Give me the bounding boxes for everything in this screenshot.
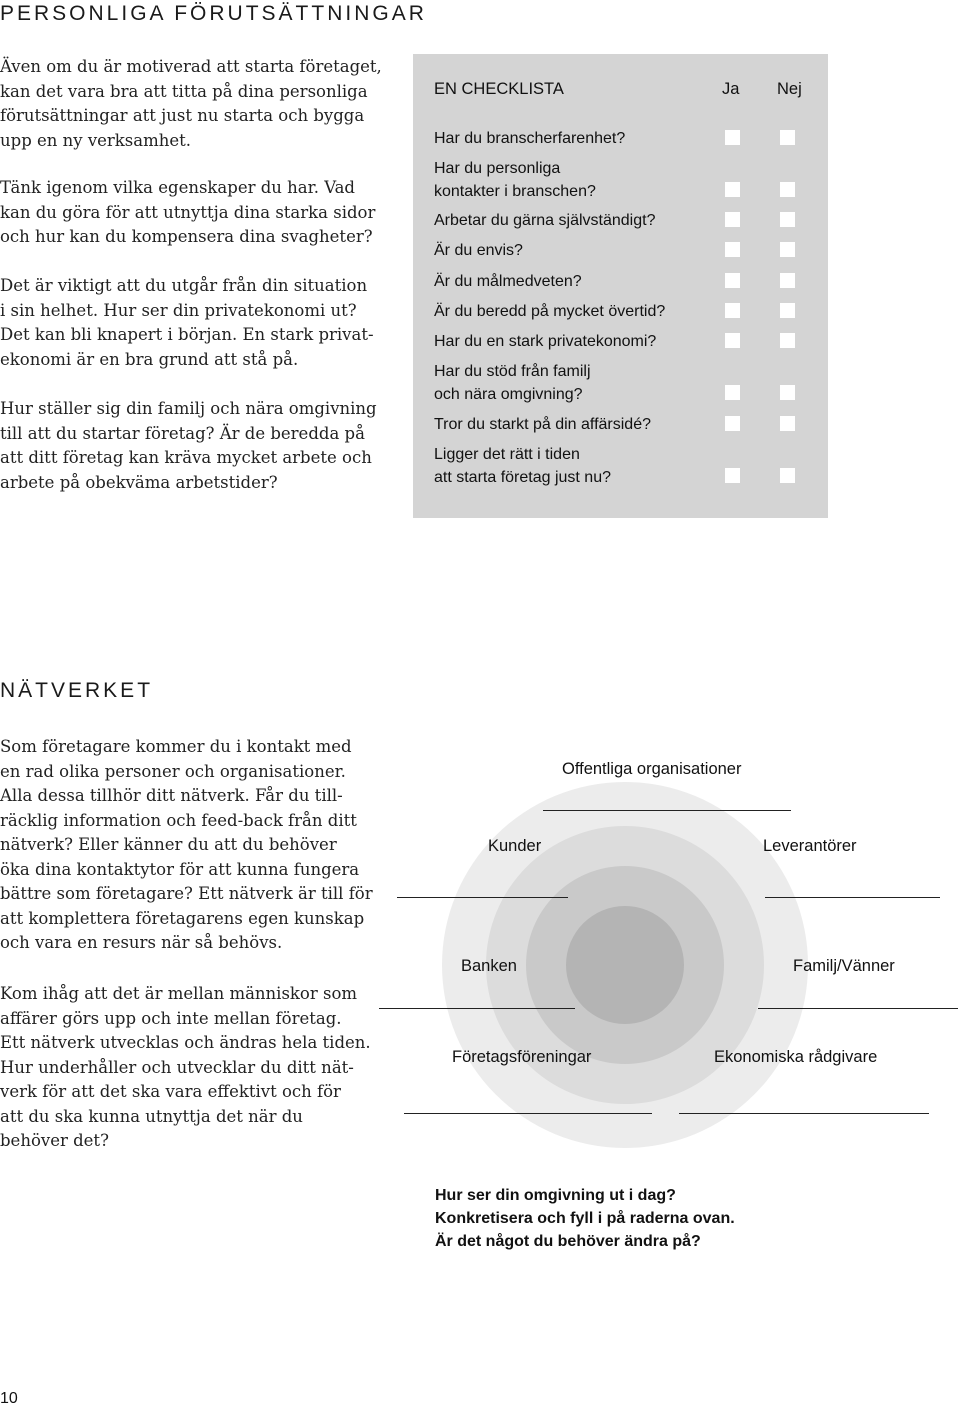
section-heading-personal: PERSONLIGA FÖRUTSÄTTNINGAR xyxy=(0,2,427,25)
no-checkbox[interactable] xyxy=(780,182,795,197)
yes-checkbox[interactable] xyxy=(725,130,740,145)
fill-line-business-associations[interactable] xyxy=(404,1113,652,1114)
label-financial-advisors: Ekonomiska rådgivare xyxy=(714,1048,878,1066)
no-checkbox[interactable] xyxy=(780,416,795,431)
yes-checkbox[interactable] xyxy=(725,242,740,257)
fill-line-bank[interactable] xyxy=(379,1008,575,1009)
label-suppliers: Leverantörer xyxy=(763,837,857,855)
label-bank: Banken xyxy=(461,957,517,975)
checklist-question: Är du envis? xyxy=(434,242,523,259)
fill-line-customers[interactable] xyxy=(397,897,568,898)
checklist-question: Har du stöd från familj och nära omgivning? xyxy=(434,363,591,403)
yes-checkbox[interactable] xyxy=(725,182,740,197)
no-checkbox[interactable] xyxy=(780,212,795,227)
checklist-question: Är du beredd på mycket övertid? xyxy=(434,303,666,320)
label-public-organizations: Offentliga organisationer xyxy=(562,760,742,778)
fill-line-public-organizations[interactable] xyxy=(543,810,791,811)
checklist-panel xyxy=(413,54,828,518)
paragraph-qualities: Tänk igenom vilka egenskaper du har. Vad kan du göra för att utnyttja dina starka sidor och hur kan du kompensera dina svagheter? xyxy=(0,178,376,246)
yes-checkbox[interactable] xyxy=(725,303,740,318)
label-family-friends: Familj/Vänner xyxy=(793,957,895,975)
section-heading-network: NÄTVERKET xyxy=(0,679,154,702)
yes-checkbox[interactable] xyxy=(725,416,740,431)
network-ring-inner xyxy=(566,906,684,1024)
label-business-associations: Företagsföreningar xyxy=(452,1048,592,1066)
fill-line-financial-advisors[interactable] xyxy=(679,1113,929,1114)
yes-checkbox[interactable] xyxy=(725,212,740,227)
checklist-question: Har du branscherfarenhet? xyxy=(434,130,626,147)
paragraph-family: Hur ställer sig din familj och nära omgivning till att du startar företag? Är de beredda på att ditt företag kan kräva mycket arbete och arbete på obekväma arbetstider? xyxy=(0,399,377,492)
fill-line-suppliers[interactable] xyxy=(765,897,940,898)
no-checkbox[interactable] xyxy=(780,333,795,348)
no-checkbox[interactable] xyxy=(780,273,795,288)
paragraph-intro: Även om du är motiverad att starta företaget, kan det vara bra att titta på dina personliga förutsättningar att just nu starta och bygga upp en ny verksamhet. xyxy=(0,57,382,150)
checklist-question: Är du målmedveten? xyxy=(434,273,582,290)
no-checkbox[interactable] xyxy=(780,303,795,318)
no-checkbox[interactable] xyxy=(780,468,795,483)
paragraph-finances: Det är viktigt att du utgår från din situation i sin helhet. Hur ser din privatekonomi ut? Det kan bli knapert i början. En stark privat- ekonomi är en bra grund att stå på. xyxy=(0,276,374,369)
paragraph-network-intro: Som företagare kommer du i kontakt med en rad olika personer och organisationer. Alla dessa tillhör ditt nätverk. Får du till- räcklig information och feed-back från ditt nätverk? Eller känner du att du behöver öka dina kontaktytor för att kunna fungera bättre som företagare? Ett nätverk är till för att komplettera företagarens egen kunskap och vara en resurs när så behövs. xyxy=(0,737,373,952)
checklist-no-header: Nej xyxy=(777,80,802,98)
no-checkbox[interactable] xyxy=(780,385,795,400)
checklist-question: Arbetar du gärna självständigt? xyxy=(434,212,656,229)
yes-checkbox[interactable] xyxy=(725,273,740,288)
fill-line-family-friends[interactable] xyxy=(758,1008,958,1009)
checklist-yes-header: Ja xyxy=(722,80,740,98)
label-customers: Kunder xyxy=(488,837,542,855)
network-diagram xyxy=(375,740,960,1170)
checklist-question: Tror du starkt på din affärsidé? xyxy=(434,416,651,433)
checklist-title: EN CHECKLISTA xyxy=(434,80,564,98)
yes-checkbox[interactable] xyxy=(725,333,740,348)
no-checkbox[interactable] xyxy=(780,130,795,145)
paragraph-network-people: Kom ihåg att det är mellan människor som affärer görs upp och inte mellan företag. Ett nätverk utvecklas och ändras hela tiden. Hur underhåller och utvecklar du ditt nät- verk för att det ska vara effektivt och för att du ska kunna utnyttja det när du behöver det? xyxy=(0,984,371,1150)
checklist-question: Ligger det rätt i tiden att starta företag just nu? xyxy=(434,446,611,486)
no-checkbox[interactable] xyxy=(780,242,795,257)
yes-checkbox[interactable] xyxy=(725,385,740,400)
closing-questions: Hur ser din omgivning ut i dag? Konkretisera och fyll i på raderna ovan. Är det något du behöver ändra på? xyxy=(435,1187,735,1250)
yes-checkbox[interactable] xyxy=(725,468,740,483)
checklist-question: Har du personliga kontakter i branschen? xyxy=(434,160,596,200)
checklist-question: Har du en stark privatekonomi? xyxy=(434,333,657,350)
page-number: 10 xyxy=(0,1390,18,1407)
